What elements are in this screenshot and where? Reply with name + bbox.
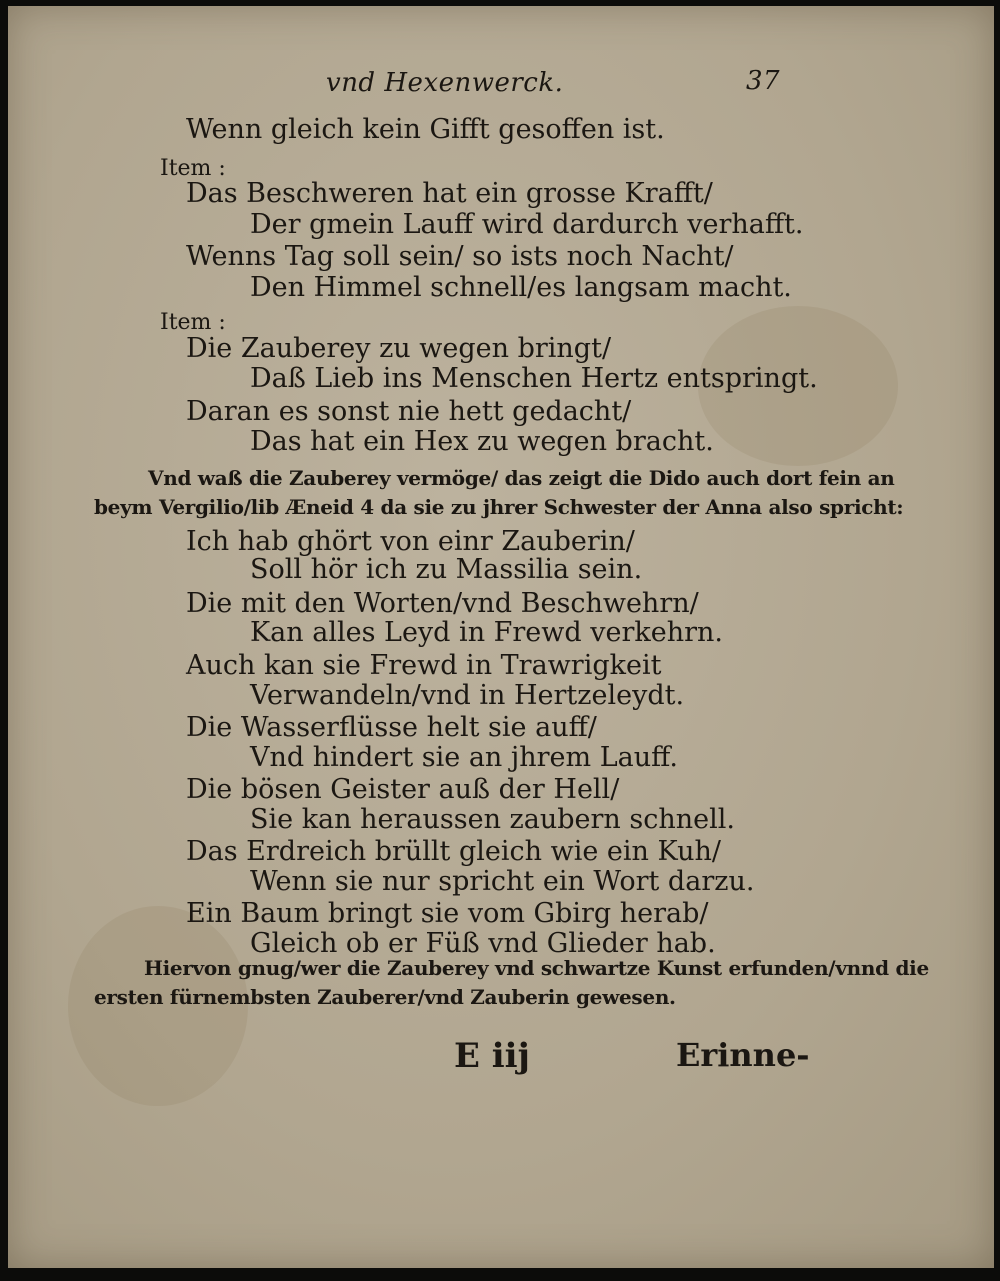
verse-line: Die mit den Worten/vnd Beschwehrn/ [186,588,699,619]
verse-line: Sie kan heraussen zaubern schnell. [250,804,735,835]
verse-line: Daß Lieb ins Menschen Hertz entspringt. [250,363,818,394]
verse-line: Wenn sie nur spricht ein Wort darzu. [250,866,755,897]
item-label: Item : [160,156,226,181]
verse-line: Die bösen Geister auß der Hell/ [186,774,620,805]
verse-line: Soll hör ich zu Massilia sein. [250,554,643,585]
verse-line: Auch kan sie Frewd in Trawrigkeit [186,650,662,681]
prose-line: Vnd waß die Zauberey vermöge/ das zeigt die Dido auch dort fein an [148,466,895,490]
verse-line: Das Beschweren hat ein grosse Krafft/ [186,178,713,209]
running-head: vnd Hexenwerck. [326,68,564,98]
verse-line: Gleich ob er Füß vnd Glieder hab. [250,928,716,959]
catchword: Erinne- [676,1036,810,1074]
signature-mark: E iij [454,1036,530,1076]
verse-line: Daran es sonst nie hett gedacht/ [186,396,632,427]
verse-line: Wenns Tag soll sein/ so ists noch Nacht/ [186,241,734,272]
verse-line: Verwandeln/vnd in Hertzeleydt. [250,680,685,711]
item-label: Item : [160,310,226,335]
verse-line: Die Wasserflüsse helt sie auff/ [186,712,597,743]
verse-line: Die Zauberey zu wegen bringt/ [186,333,612,364]
page-number: 37 [746,66,781,96]
verse-line: Der gmein Lauff wird dardurch verhafft. [250,209,804,240]
verse-line: Das Erdreich brüllt gleich wie ein Kuh/ [186,836,721,867]
book-page [8,6,994,1268]
prose-line: beym Vergilio/lib Æneid 4 da sie zu jhrer Schwester der Anna also spricht: [94,495,904,519]
verse-line: Wenn gleich kein Gifft gesoffen ist. [186,114,665,145]
verse-line: Den Himmel schnell/es langsam macht. [250,272,792,303]
verse-line: Das hat ein Hex zu wegen bracht. [250,426,714,457]
verse-line: Ich hab ghört von einr Zauberin/ [186,526,635,557]
verse-line: Ein Baum bringt sie vom Gbirg herab/ [186,898,709,929]
prose-line: ersten fürnembsten Zauberer/vnd Zauberin gewesen. [94,985,676,1009]
verse-line: Vnd hindert sie an jhrem Lauff. [250,742,678,773]
prose-line: Hiervon gnug/wer die Zauberey vnd schwartze Kunst erfunden/vnnd die [144,956,929,980]
verse-line: Kan alles Leyd in Frewd verkehrn. [250,617,724,648]
